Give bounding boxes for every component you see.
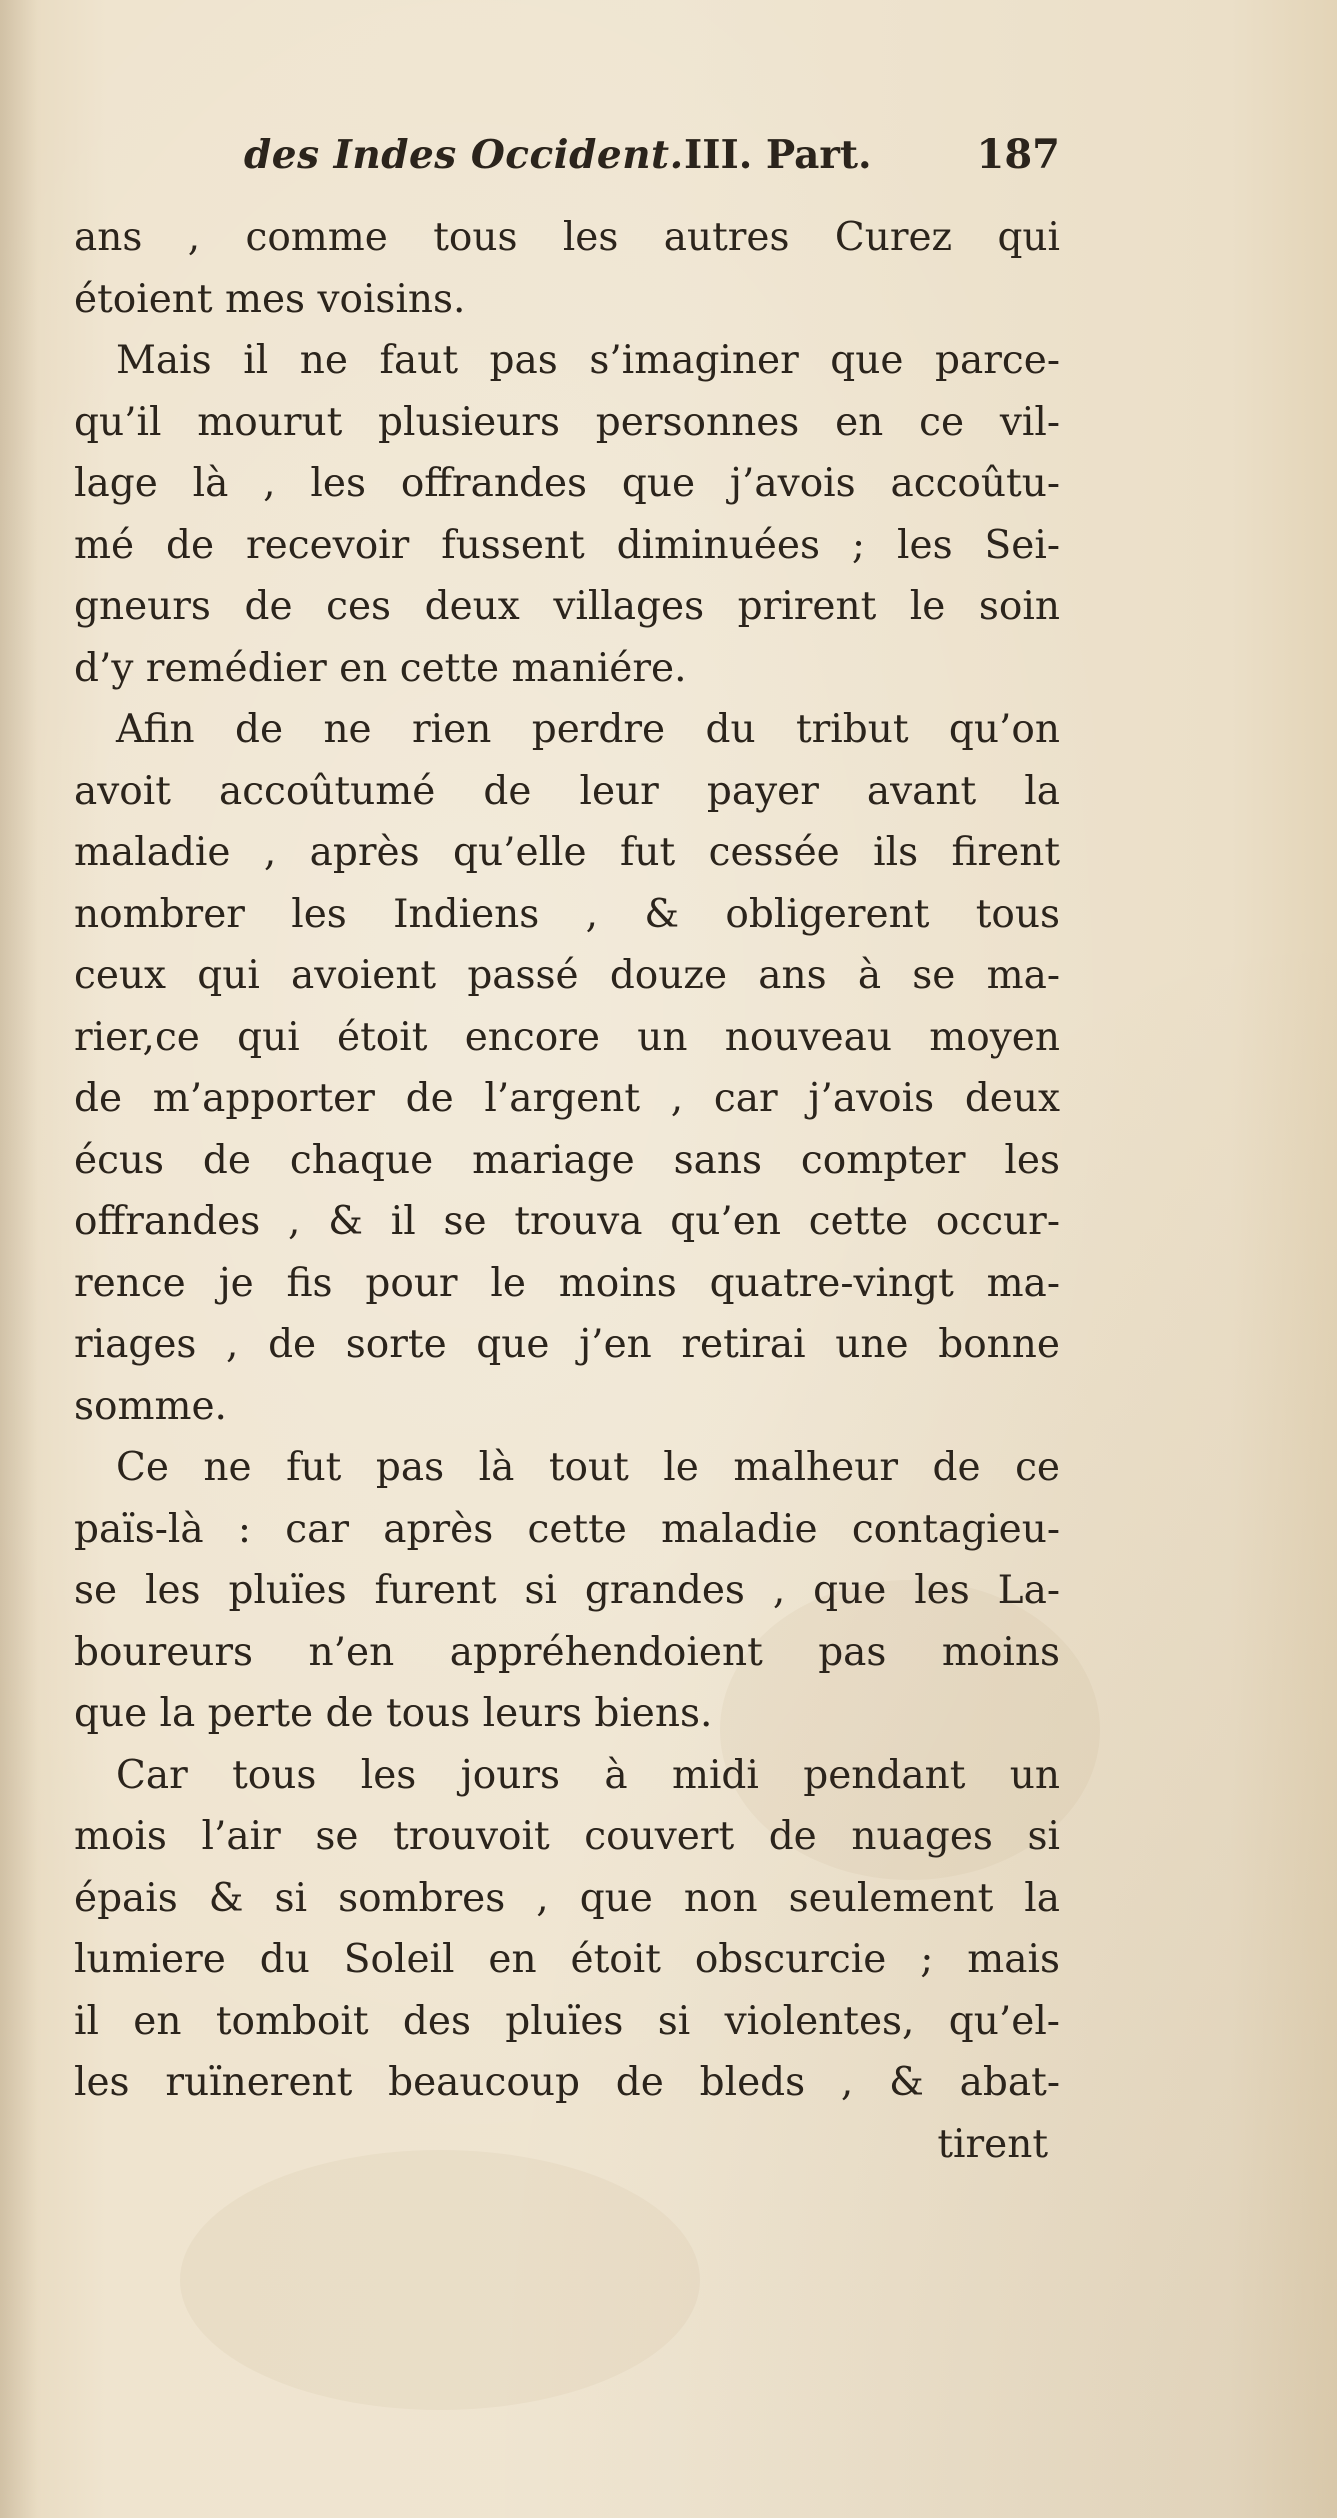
text-line: lage là , les offrandes que j’avois accoûtu- xyxy=(74,461,1060,506)
paper-stain xyxy=(180,2150,700,2410)
paragraph xyxy=(74,207,1060,330)
text-line: païs-là : car après cette maladie contagieu- xyxy=(74,1506,1060,1552)
text-line: riages , de sorte que j’en retirai une bonne xyxy=(74,1322,1060,1367)
text-line: ceux qui avoient passé douze ans à se ma- xyxy=(74,953,1060,998)
text-line: rier,ce qui étoit encore un nouveau moyen xyxy=(74,1014,1060,1060)
text-line: épais & si sombres , que non seulement la xyxy=(74,1875,1060,1921)
paragraph xyxy=(74,1437,1060,1745)
paragraph xyxy=(74,1745,1060,2114)
running-head-part: III. Part. xyxy=(684,132,872,178)
text-line: nombrer les Indiens , & obligerent tous xyxy=(74,891,1060,937)
text-line: qu’il mourut plusieurs personnes en ce vil- xyxy=(74,399,1060,445)
text-line: il en tomboit des pluïes si violentes, qu’el- xyxy=(74,1998,1060,2044)
text-line: mé de recevoir fussent diminuées ; les Sei- xyxy=(74,522,1060,568)
running-head-title: des Indes Occident. xyxy=(244,132,684,178)
text-line: rence je fis pour le moins quatre-vingt ma- xyxy=(74,1260,1060,1306)
text-line: Ce ne fut pas là tout le malheur de ce xyxy=(116,1445,1060,1490)
text-line: Car tous les jours à midi pendant un xyxy=(116,1752,1060,1798)
page-number: 187 xyxy=(976,131,1060,178)
text-line: somme. xyxy=(74,1383,227,1429)
text-line: mois l’air se trouvoit couvert de nuages si xyxy=(74,1814,1060,1859)
text-line: Afin de ne rien perdre du tribut qu’on xyxy=(116,707,1060,752)
text-line: lumiere du Soleil en étoit obscurcie ; mais xyxy=(74,1937,1060,1982)
text-line: se les pluïes furent si grandes , que les La- xyxy=(74,1568,1060,1613)
gutter-shadow xyxy=(0,0,38,2518)
text-line: Mais il ne faut pas s’imaginer que parce- xyxy=(116,338,1060,383)
text-line: les ruïnerent beaucoup de bleds , & abat- xyxy=(74,2060,1060,2105)
text-line: de m’apporter de l’argent , car j’avois deux xyxy=(74,1076,1060,1121)
paragraph xyxy=(74,699,1060,1437)
text-line: avoit accoûtumé de leur payer avant la xyxy=(74,768,1060,814)
text-line: écus de chaque mariage sans compter les xyxy=(74,1137,1060,1183)
text-line: ans , comme tous les autres Curez qui xyxy=(74,215,1060,260)
paragraph xyxy=(74,330,1060,699)
text-line: offrandes , & il se trouva qu’en cette occur- xyxy=(74,1199,1060,1244)
text-line: étoient mes voisins. xyxy=(74,276,466,322)
text-line: d’y remédier en cette maniére. xyxy=(74,645,687,691)
running-head xyxy=(74,115,1060,195)
text-line: gneurs de ces deux villages prirent le soin xyxy=(74,584,1060,629)
body-text xyxy=(74,207,1060,2114)
text-line: maladie , après qu’elle fut cessée ils firent xyxy=(74,830,1060,875)
text-line: boureurs n’en appréhendoient pas moins xyxy=(74,1629,1060,1675)
text-block xyxy=(74,115,1060,2175)
catchword: tirent xyxy=(937,2121,1048,2167)
text-line: que la perte de tous leurs biens. xyxy=(74,1691,713,1736)
